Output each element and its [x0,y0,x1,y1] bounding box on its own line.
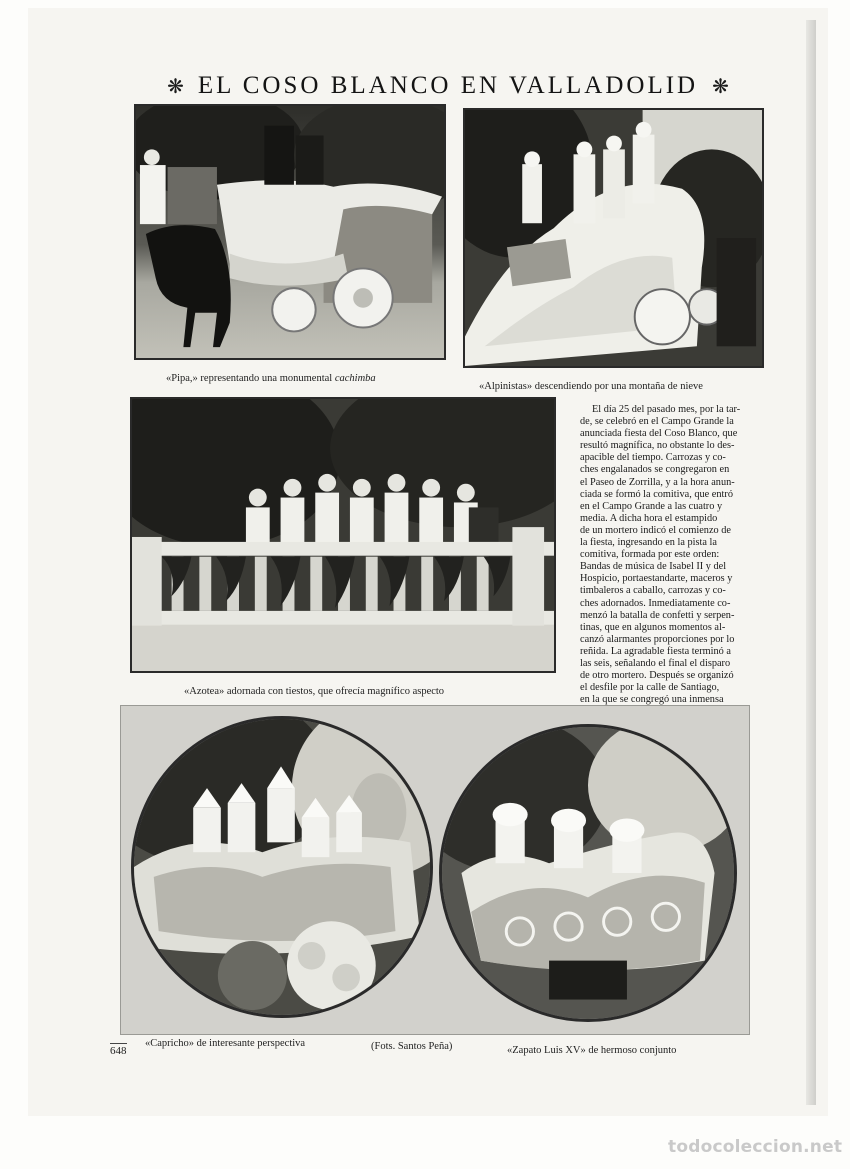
ornament-right-icon: ❋ [712,74,729,98]
article-line: Hospicio, portaestandarte, maceros y [580,573,733,585]
article-line: las seis, señalando el final el disparo [580,657,731,669]
article-line: media. A dicha hora el estampido [580,512,718,524]
article-line: tinas, que en algunos momentos al- [580,621,726,633]
article-line: apacible del tiempo. Carrozas y co- [580,452,726,464]
page-number: 648 [110,1045,127,1057]
photo-pipa [134,104,446,360]
article-line: en la que se congregó una inmensa [580,694,724,706]
article-line: Bandas de música de Isabel II y del [580,561,727,573]
article-line: comitiva, formada por este orden: [580,549,720,561]
ornament-left-icon: ❋ [167,74,184,98]
article-line: la fiesta, ingresando en la pista la [580,537,717,549]
photo-credit: (Fots. Santos Peña) [371,1041,453,1052]
article-line: de un mortero indicó el comienzo de [580,524,731,536]
title-text: EL COSO BLANCO EN VALLADOLID [197,72,699,99]
caption-zapato-luis-xv: «Zapato Luis XV» de hermoso conjunto [507,1045,677,1056]
circular-photos-panel [120,705,750,1035]
page-edge [806,20,816,1105]
photo-capricho [131,716,433,1018]
article-line: de, se celebró en el Campo Grande la [580,416,734,428]
caption-pipa: «Pipa,» representando una monumental cachimba [166,373,376,384]
article-line: canzó alarmantes proporciones por lo [580,633,735,645]
article-line: el desfile por la calle de Santiago, [580,682,720,694]
article-line: resultó magnífica, no obstante lo des- [580,440,735,452]
article-line: de otro mortero. Después se organizó [580,670,734,682]
caption-alpinistas: «Alpinistas» descendiendo por una montaña de nieve [479,381,703,392]
article-line: menzó la batalla de confetti y serpen- [580,609,735,621]
article-line: ches adornados. Inmediatamente co- [580,597,731,609]
article-line: El día 25 del pasado mes, por la tar- [592,404,741,415]
article-line: el Paseo de Zorrilla, y a la hora anun- [580,476,735,488]
watermark: todocoleccion.net [668,1137,843,1157]
caption-capricho: «Capricho» de interesante perspectiva [145,1038,306,1049]
article-line: anunciada fiesta del Coso Blanco, que [580,428,738,440]
caption-azotea: «Azotea» adornada con tiestos, que ofrecía magnífico aspecto [184,686,445,697]
article-line: ciada se formó la comitiva, que entró [580,488,733,500]
article-line: timbaleros a caballo, carrozas y co- [580,585,726,597]
page-title [128,68,768,104]
photo-alpinistas [463,108,764,368]
article-line: ches engalanados se congregaron en [580,464,730,476]
photo-zapato-luis-xv [439,724,737,1022]
photo-azotea [130,397,556,673]
article-line: en el Campo Grande a las cuatro y [580,500,723,512]
article-line: reñida. La agradable fiesta terminó a [580,645,731,657]
